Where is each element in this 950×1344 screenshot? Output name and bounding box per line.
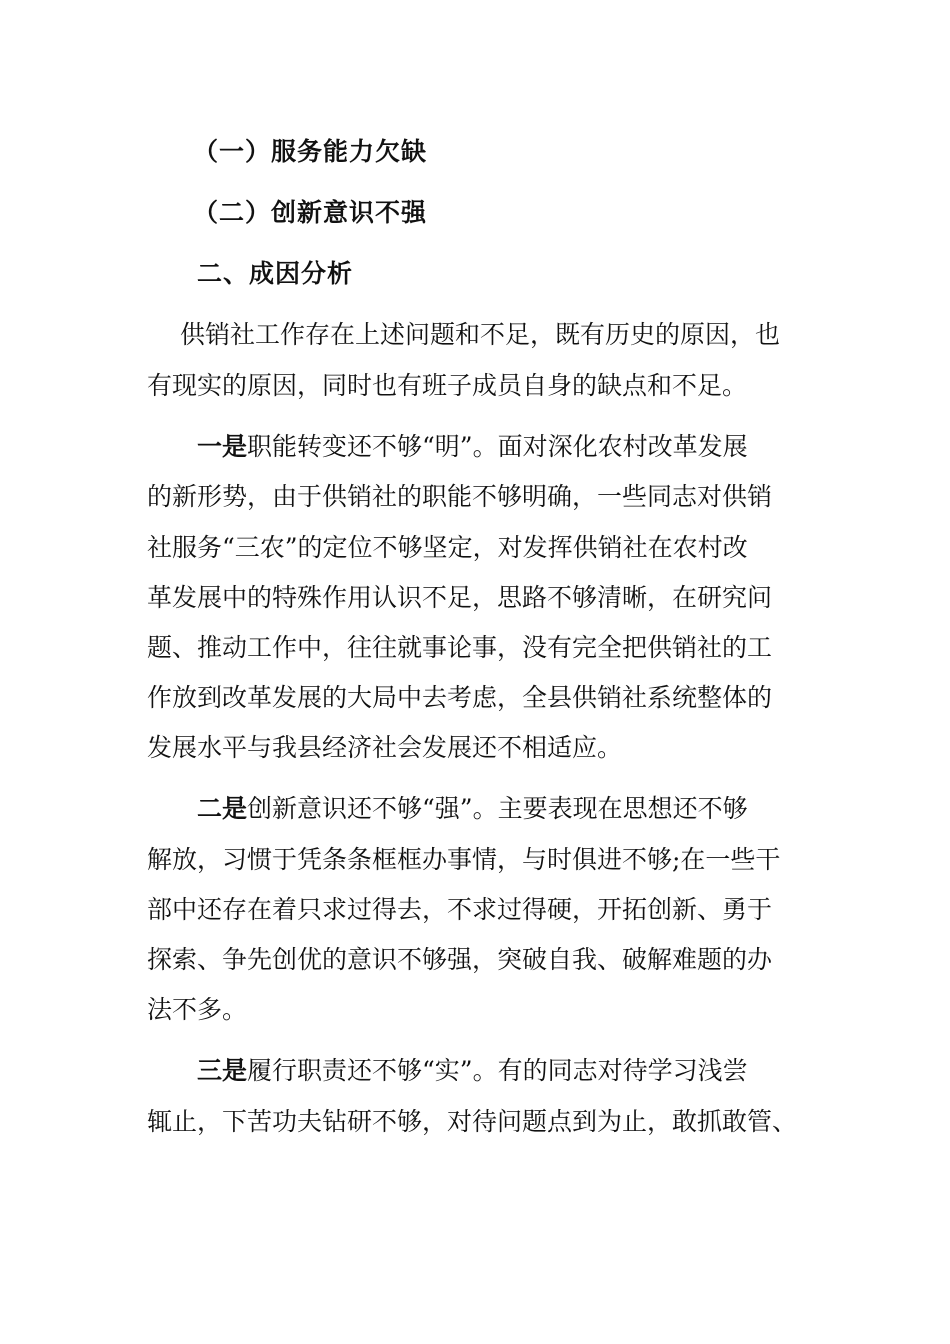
para3-line-1 <box>197 1053 857 1089</box>
para2-line-4: 探索、争先创优的意识不够强，突破自我、破解难题的办 <box>147 945 773 974</box>
para1-line-3: 社服务“三农”的定位不够坚定，对发挥供销社在农村改 <box>147 533 748 562</box>
para1-line-2: 的新形势，由于供销社的职能不够明确，一些同志对供销 <box>147 482 773 511</box>
para1-line-6: 作放到改革发展的大局中去考虑，全县供销社系统整体的 <box>147 683 773 712</box>
section-heading-2: （二）创新意识不强 <box>193 198 428 227</box>
para1-line-1-text: 职能转变还不够“明”。面对深化农村改革发展 <box>247 432 748 461</box>
intro-line-2: 有现实的原因，同时也有班子成员自身的缺点和不足。 <box>147 371 748 400</box>
para3-line-2: 辄止，下苦功夫钻研不够，对待问题点到为止，敢抓敢管、 <box>147 1107 798 1136</box>
para3-line-1-text: 履行职责还不够“实”。有的同志对待学习浅尝 <box>247 1056 748 1085</box>
para1-lead: 一是 <box>197 432 248 461</box>
para2-line-1-text: 创新意识还不够“强”。主要表现在思想还不够 <box>247 794 748 823</box>
para1-line-1 <box>197 429 857 465</box>
para2-line-3: 部中还存在着只求过得去，不求过得硬，开拓创新、勇于 <box>147 895 773 924</box>
para3-lead: 三是 <box>197 1056 248 1085</box>
para2-line-5: 法不多。 <box>147 995 248 1024</box>
para2-line-2: 解放，习惯于凭条条框框办事情，与时俱进不够;在一些干 <box>147 845 781 874</box>
intro-line-1: 供销社工作存在上述问题和不足，既有历史的原因，也 <box>180 320 781 349</box>
para2-lead: 二是 <box>197 794 248 823</box>
section-heading-1: （一）服务能力欠缺 <box>193 137 428 166</box>
para1-line-7: 发展水平与我县经济社会发展还不相适应。 <box>147 733 623 762</box>
para1-line-4: 革发展中的特殊作用认识不足，思路不够清晰，在研究问 <box>147 583 773 612</box>
para1-line-5: 题、推动工作中，往往就事论事，没有完全把供销社的工 <box>147 633 773 662</box>
para2-line-1 <box>197 791 857 827</box>
section-heading-3: 二、成因分析 <box>197 259 354 288</box>
